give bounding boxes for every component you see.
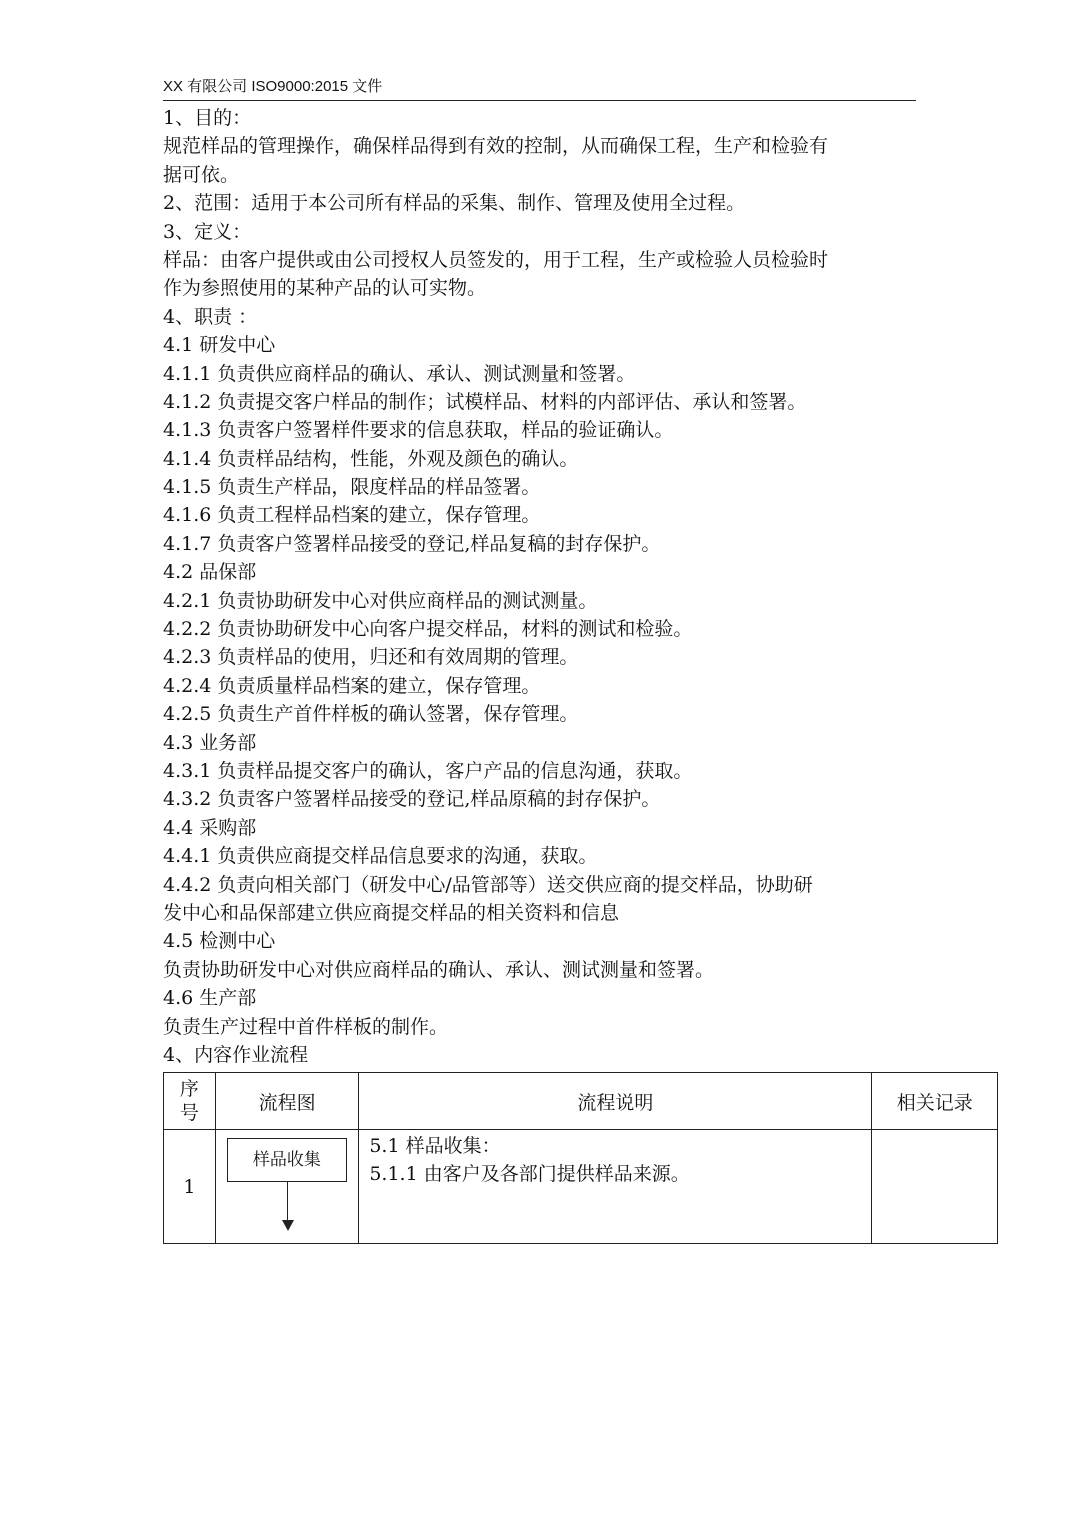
document-body [163, 104, 923, 1069]
text-line: 4.2.5 负责生产首件样板的确认签署，保存管理。 [163, 703, 579, 726]
header-seq-line1: 序 [179, 1078, 199, 1100]
text-line: 3、定义： [163, 220, 252, 243]
header-description: 流程说明 [359, 1073, 872, 1130]
text-line: 据可依。 [163, 163, 240, 186]
flow-arrow-line [287, 1182, 289, 1220]
text-line: 4.1 研发中心 [163, 334, 276, 357]
text-line: 4.1.6 负责工程样品档案的建立，保存管理。 [163, 504, 541, 527]
row-description [359, 1130, 872, 1244]
text-line: 4.1.3 负责客户签署样件要求的信息获取，样品的验证确认。 [163, 419, 674, 442]
text-line: 4.3.2 负责客户签署样品接受的登记,样品原稿的封存保护。 [163, 788, 661, 811]
text-line: 4.5 检测中心 [163, 930, 276, 953]
text-line: 1、目的： [163, 107, 252, 129]
text-line: 发中心和品保部建立供应商提交样品的相关资料和信息 [163, 901, 620, 924]
document-header [163, 76, 916, 101]
text-line: 4.4.1 负责供应商提交样品信息要求的沟通，获取。 [163, 845, 598, 868]
header-records: 相关记录 [872, 1073, 998, 1130]
text-line: 样品：由客户提供或由公司授权人员签发的，用于工程，生产或检验人员检验时 [163, 248, 829, 271]
text-line: 4.4 采购部 [163, 816, 257, 839]
text-line: 4.2 品保部 [163, 561, 257, 584]
header-title: XX 有限公司 ISO9000:2015 文件 [163, 78, 383, 95]
text-line: 作为参照使用的某种产品的认可实物。 [163, 277, 487, 300]
text-line: 4.3.1 负责样品提交客户的确认，客户产品的信息沟通，获取。 [163, 759, 693, 782]
process-table [163, 1072, 998, 1244]
desc-line: 5.1.1 由客户及各部门提供样品来源。 [369, 1163, 690, 1185]
header-seq [164, 1073, 216, 1130]
desc-line: 5.1 样品收集： [369, 1135, 501, 1157]
text-line: 4.2.3 负责样品的使用，归还和有效周期的管理。 [163, 646, 579, 669]
table-header-row [164, 1073, 998, 1130]
text-line: 4.4.2 负责向相关部门（研发中心/品管部等）送交供应商的提交样品，协助研 [163, 873, 813, 896]
text-line: 4.1.4 负责样品结构，性能，外观及颜色的确认。 [163, 447, 579, 470]
row-records [872, 1130, 998, 1244]
header-flowchart: 流程图 [215, 1073, 358, 1130]
text-line: 4.3 业务部 [163, 731, 257, 754]
text-line: 4.2.2 负责协助研发中心向客户提交样品，材料的测试和检验。 [163, 618, 693, 641]
text-line: 4.1.7 负责客户签署样品接受的登记,样品复稿的封存保护。 [163, 532, 661, 555]
text-line: 4.2.1 负责协助研发中心对供应商样品的测试测量。 [163, 589, 598, 612]
text-line: 规范样品的管理操作，确保样品得到有效的控制，从而确保工程，生产和检验有 [163, 135, 829, 158]
text-line: 4.1.5 负责生产样品，限度样品的样品签署。 [163, 476, 541, 499]
text-line: 4.1.2 负责提交客户样品的制作；试模样品、材料的内部评估、承认和签署。 [163, 390, 807, 413]
text-line: 4、内容作业流程 [163, 1043, 309, 1066]
row-seq: 1 [164, 1130, 216, 1244]
text-line: 4.2.4 负责质量样品档案的建立，保存管理。 [163, 674, 541, 697]
arrow-down-icon [282, 1220, 294, 1231]
header-seq-line2: 号 [179, 1102, 199, 1124]
text-line: 负责协助研发中心对供应商样品的确认、承认、测试测量和签署。 [163, 958, 715, 981]
flow-box-sample-collection: 样品收集 [227, 1138, 347, 1182]
text-line: 2、范围：适用于本公司所有样品的采集、制作、管理及使用全过程。 [163, 192, 746, 215]
table-row [164, 1130, 998, 1244]
text-line: 4、职责 ： [163, 305, 258, 328]
row-flowchart [215, 1130, 358, 1244]
text-line: 负责生产过程中首件样板的制作。 [163, 1015, 449, 1038]
text-line: 4.6 生产部 [163, 987, 257, 1010]
text-line: 4.1.1 负责供应商样品的确认、承认、测试测量和签署。 [163, 362, 636, 385]
